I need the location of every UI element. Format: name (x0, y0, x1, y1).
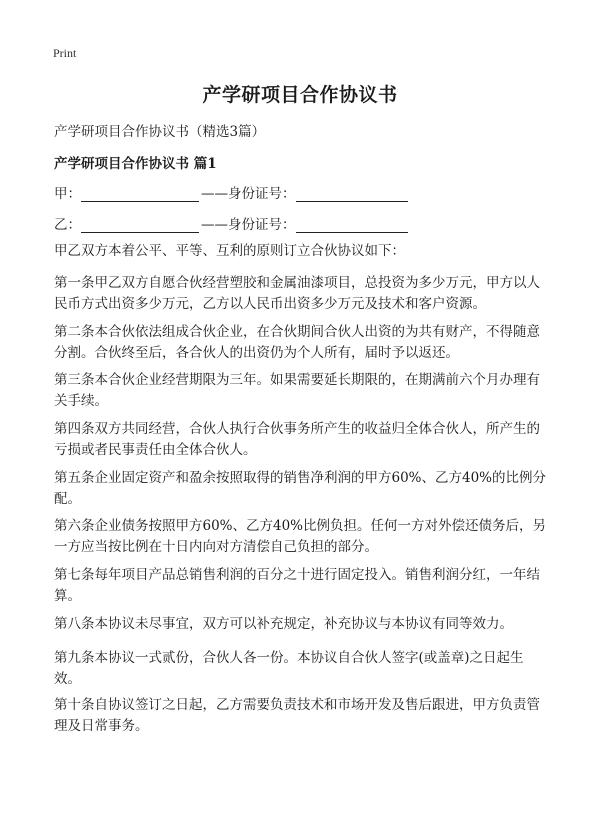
document-subtitle: 产学研项目合作协议书（精选3篇） (54, 124, 266, 140)
party-a-label: 甲： (54, 186, 81, 202)
party-a-id-label: 身份证号： (228, 186, 296, 202)
article-1: 第一条甲乙双方自愿合伙经营塑胶和金属油漆项目，总投资为多少万元，甲方以人民币方式出资多少万元，乙方以人民币出资多少万元及技术和客户资源。 (54, 275, 540, 312)
party-b-label: 乙： (54, 217, 81, 233)
article-10: 第十条自协议签订之日起，乙方需要负责技术和市场开发及售后跟进，甲方负责管理及日常事务。 (54, 697, 540, 734)
article-8: 第八条本协议未尽事宜，双方可以补充规定，补充协议与本协议有同等效力。 (54, 616, 513, 632)
article-7: 第七条每年项目产品总销售利润的百分之十进行固定投入。销售利润分红，一年结算。 (54, 567, 540, 604)
party-b-dash: —— (201, 217, 228, 233)
section-heading: 产学研项目合作协议书 篇1 (54, 156, 217, 172)
article-5: 第五条企业固定资产和盈余按照取得的销售净利润的甲方60%、乙方40%的比例分配。 (54, 470, 547, 507)
party-b-id-label: 身份证号： (228, 217, 296, 233)
party-b-line (54, 213, 408, 233)
article-4: 第四条双方共同经营，合伙人执行合伙事务所产生的收益归全体合伙人，所产生的亏损或者民事责任由全体合伙人。 (54, 421, 540, 458)
party-a-id-blank[interactable] (296, 187, 408, 202)
article-2: 第二条本合伙依法组成合伙企业，在合伙期间合伙人出资的为共有财产，不得随意分割。合伙终至后，各合伙人的出资仍为个人所有，届时予以返还。 (54, 324, 540, 361)
party-b-name-blank[interactable] (81, 218, 199, 233)
article-6: 第六条企业债务按照甲方60%、乙方40%比例负担。任何一方对外偿还债务后，另一方应当按比例在十日内向对方清偿自己负担的部分。 (54, 518, 547, 555)
party-a-line (54, 182, 408, 202)
intro-paragraph: 甲乙双方本着公平、平等、互利的原则订立合伙协议如下： (54, 243, 405, 259)
print-label[interactable]: Print (53, 46, 77, 60)
party-a-dash: —— (201, 186, 228, 202)
document-title: 产学研项目合作协议书 (202, 84, 398, 106)
party-a-name-blank[interactable] (81, 187, 199, 202)
article-3: 第三条本合伙企业经营期限为三年。如果需要延长期限的，在期满前六个月办理有关手续。 (54, 372, 540, 409)
party-b-id-blank[interactable] (296, 218, 408, 233)
article-9: 第九条本协议一式贰份，合伙人各一份。本协议自合伙人签字(或盖章)之日起生效。 (54, 650, 524, 687)
